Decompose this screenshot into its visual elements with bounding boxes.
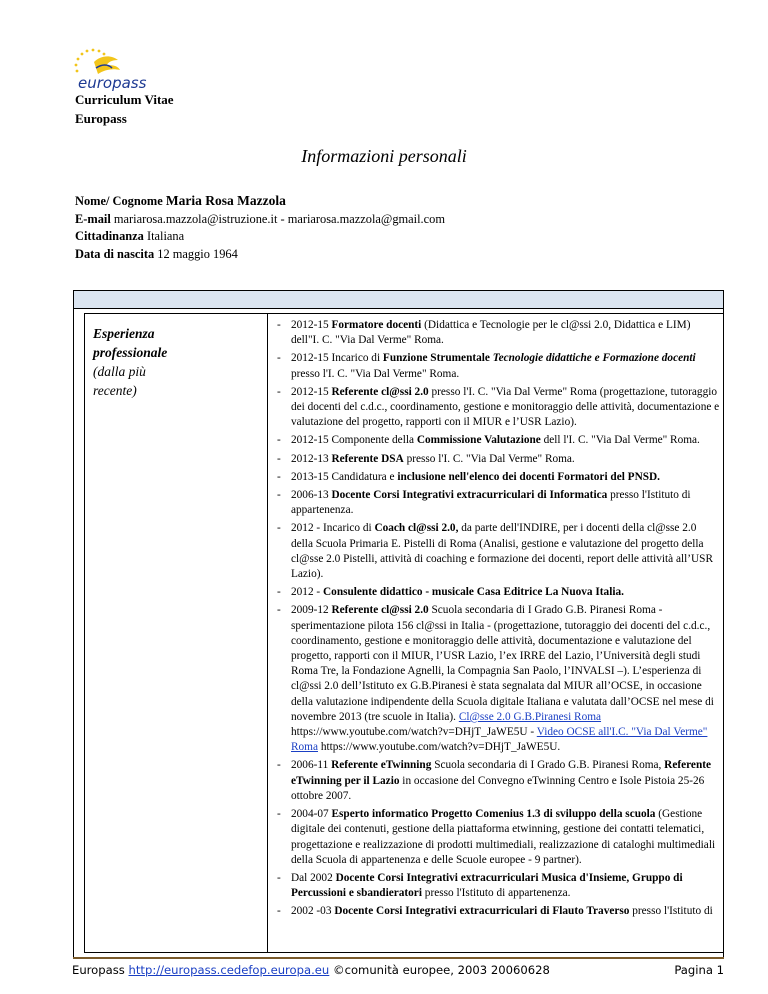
item-b: Docente Corsi Integrativi extracurriculari di Informatica <box>331 489 608 502</box>
item-c2: in occasione del Convegno eTwinning Centro e Isole Pistoia 25-26 ottobre 2007. <box>291 774 705 802</box>
experience-label <box>93 324 167 400</box>
item-a: 2012 - <box>291 586 324 599</box>
experience-label-line1: Esperienza <box>93 326 155 341</box>
item-c: (Didattica e Tecnologie per le cl@ssi 2.0, Didattica e LIM) dell"I. C. "Via Dal Verme" Roma. <box>291 319 691 347</box>
page-number: Pagina 1 <box>674 963 724 977</box>
item-b: Formatore docenti <box>331 319 422 331</box>
item-c: dell l'I. C. "Via Dal Verme" Roma. <box>540 434 700 447</box>
experience-item <box>268 521 723 582</box>
experience-label-line2: professionale <box>93 345 168 360</box>
item-a: 2012-15 <box>291 319 332 331</box>
item-a: 2004-07 <box>291 808 332 821</box>
item-b: inclusione nell'elenco dei docenti Formatori del PNSD. <box>397 470 660 483</box>
item-b: Funzione Strumentale <box>382 352 493 365</box>
experience-label-line4: recente) <box>93 383 137 398</box>
item-b: Coach cl@ssi 2.0, <box>374 522 459 535</box>
bullet-dash: - <box>277 385 281 398</box>
cv-header-line1: Curriculum Vitae <box>75 92 174 107</box>
item-b: Referente cl@ssi 2.0 <box>331 604 429 617</box>
experience-label-cell <box>84 313 268 953</box>
item-b: Referente eTwinning <box>331 759 432 772</box>
bullet-dash: - <box>277 319 281 331</box>
citizenship-row <box>75 228 445 246</box>
logo-text: europass <box>78 74 147 92</box>
bullet-dash: - <box>277 352 281 365</box>
experience-item <box>268 758 723 804</box>
item-b: Commissione Valutazione <box>416 434 541 447</box>
section-title: Informazioni personali <box>301 146 467 166</box>
item-l1[interactable]: Cl@sse 2.0 G.B.Piranesi Roma <box>458 710 602 723</box>
footer-divider <box>73 957 724 959</box>
birth-row <box>75 246 445 264</box>
bullet-dash: - <box>277 489 281 502</box>
item-b: Referente DSA <box>331 452 404 465</box>
item-c: presso l'Istituto di <box>629 905 713 918</box>
bullet-dash: - <box>277 452 281 465</box>
item-b: Esperto informatico Progetto Comenius 1.3 di sviluppo della scuola <box>331 808 656 821</box>
item-c: da parte dell'INDIRE, per i docenti della cl@sse 2.0 della Scuola Primaria E. Pistelli di Roma (Analisi, gestione e valutazione del progetto della cl@sse 2.0 Pistelli, attività di coaching e formazione dei docenti, report delle attività all’USR Lazio). <box>291 522 713 581</box>
experience-item <box>268 452 723 467</box>
footer-prefix: Europass <box>72 963 129 977</box>
cv-header-line2: Europass <box>75 111 127 126</box>
personal-info <box>75 192 445 263</box>
item-b: Docente Corsi Integrativi extracurriculari Musica d'Insieme, Gruppo di Percussioni e sbandieratori <box>291 871 683 900</box>
experience-item <box>268 318 723 348</box>
bullet-dash: - <box>277 522 281 535</box>
experience-item <box>268 585 723 600</box>
experience-item <box>268 470 723 485</box>
item-c: presso l'Istituto di appartenenza. <box>291 489 691 517</box>
item-a: 2002 -03 <box>291 905 335 918</box>
item-c: presso l'I. C. "Via Dal Verme" Roma (progettazione, tutoraggio dei docenti del c.d.c., coordinamento, gestione e monitoraggio delle attività, documentazione e valutazione del progetto, rapporti con il MIUR e l’USR Lazio). <box>291 385 720 429</box>
table-header-band <box>74 291 723 309</box>
bullet-dash: - <box>277 470 281 483</box>
experience-list <box>268 314 723 920</box>
name-value: Maria Rosa Mazzola <box>165 193 286 208</box>
experience-item <box>268 385 723 431</box>
footer <box>72 963 724 977</box>
item-a: 2012-15 Incarico di <box>291 352 383 365</box>
item-c: Scuola secondaria di I Grado G.B. Piranesi Roma - sperimentazione pilota 156 cl@ssi in Italia - (progettazione, tutoraggio dei docenti del c.d.c., coordinamento, gestione e monitoraggio delle attività, documentazione e valutazione del progetto, rapporti con il MIUR, l’USR Lazio, l’ex IRRE del Lazio, l’Università degli studi Roma Tre, la Fondazione Agnelli, la Compagnia San Paolo, l’INVALSI –). L’esperienza di cl@ssi 2.0 dell’Istituto ex G.B.Piranesi è stata segnalata dal MIUR all’OCSE, in occasione della valutazione indipendente della Scuola digitale Italiana e valutata dall’OCSE nel mese di novembre 2013 (tre scuole in Italia). <box>291 604 714 723</box>
item-a: 2012-13 <box>291 452 332 465</box>
bullet-dash: - <box>277 434 281 447</box>
birth-label: Data di nascita <box>75 246 155 261</box>
item-c: presso l'I. C. "Via Dal Verme" Roma. <box>291 367 460 380</box>
bullet-dash: - <box>277 759 281 772</box>
experience-item <box>268 351 723 381</box>
item-m2: https://www.youtube.com/watch?v=DHjT_JaWE5U. <box>318 741 561 754</box>
name-row <box>75 192 445 211</box>
item-l2[interactable]: Video OCSE all'I.C. "Via Dal Verme" Roma <box>291 726 708 754</box>
email-row <box>75 211 445 229</box>
footer-suffix: ©comunità europee, 2003 20060628 <box>329 963 550 977</box>
name-label: Nome/ Cognome <box>75 194 163 208</box>
experience-item <box>268 433 723 448</box>
item-a: 2012-15 Componente della <box>291 434 417 447</box>
email-value: mariarosa.mazzola@istruzione.it - mariarosa.mazzola@gmail.com <box>113 211 445 226</box>
item-bi: Tecnologie didattiche e Formazione docenti <box>492 352 696 365</box>
item-a: 2009-12 <box>291 604 332 617</box>
cv-header <box>75 90 174 128</box>
citizenship-value: Italiana <box>146 229 185 244</box>
bullet-dash: - <box>277 604 281 617</box>
item-b: Consulente didattico - musicale Casa Editrice La Nuova Italia. <box>323 586 624 599</box>
item-a: 2006-11 <box>291 759 332 772</box>
bullet-dash: - <box>277 871 281 884</box>
experience-content-cell <box>268 313 724 953</box>
experience-item <box>268 871 723 901</box>
citizenship-label: Cittadinanza <box>75 229 144 244</box>
experience-item <box>268 807 723 868</box>
experience-item <box>268 603 723 755</box>
bullet-dash: - <box>277 905 281 918</box>
email-label: E-mail <box>75 211 111 226</box>
item-m1: https://www.youtube.com/watch?v=DHjT_JaWE5U - <box>291 726 537 739</box>
experience-table <box>73 290 724 958</box>
item-b: Docente Corsi Integrativi extracurriculari di Flauto Traverso <box>334 905 630 918</box>
item-b2: Referente eTwinning per il Lazio <box>291 759 712 787</box>
item-a: 2012-15 <box>291 385 332 398</box>
item-c: presso l'I. C. "Via Dal Verme" Roma. <box>403 452 575 465</box>
footer-link[interactable]: http://europass.cedefop.europa.eu <box>128 963 330 977</box>
experience-item <box>268 904 723 919</box>
bullet-dash: - <box>277 808 281 821</box>
experience-label-line3: (dalla più <box>93 364 146 379</box>
item-b: Referente cl@ssi 2.0 <box>331 385 429 398</box>
item-c: presso l'Istituto di appartenenza. <box>421 887 571 900</box>
item-a: 2006-13 <box>291 489 332 502</box>
experience-item <box>268 488 723 518</box>
europass-logo <box>72 48 162 92</box>
item-c: (Gestione digitale dei contenuti, gestione della piattaforma etwinning, gestione dei contatti telematici, progettazione e realizzazione di prodotti multimediali, realizzazione di cataloghi multimediali della Scuola di appartenenza e delle Scuole europee - 9 partner). <box>291 808 716 866</box>
birth-value: 12 maggio 1964 <box>157 246 238 261</box>
bullet-dash: - <box>277 586 281 599</box>
item-c: Scuola secondaria di I Grado G.B. Piranesi Roma, <box>431 759 665 772</box>
item-a: 2012 - Incarico di <box>291 522 375 535</box>
item-a: Dal 2002 <box>291 871 336 884</box>
item-a: 2013-15 Candidatura e <box>291 470 398 483</box>
